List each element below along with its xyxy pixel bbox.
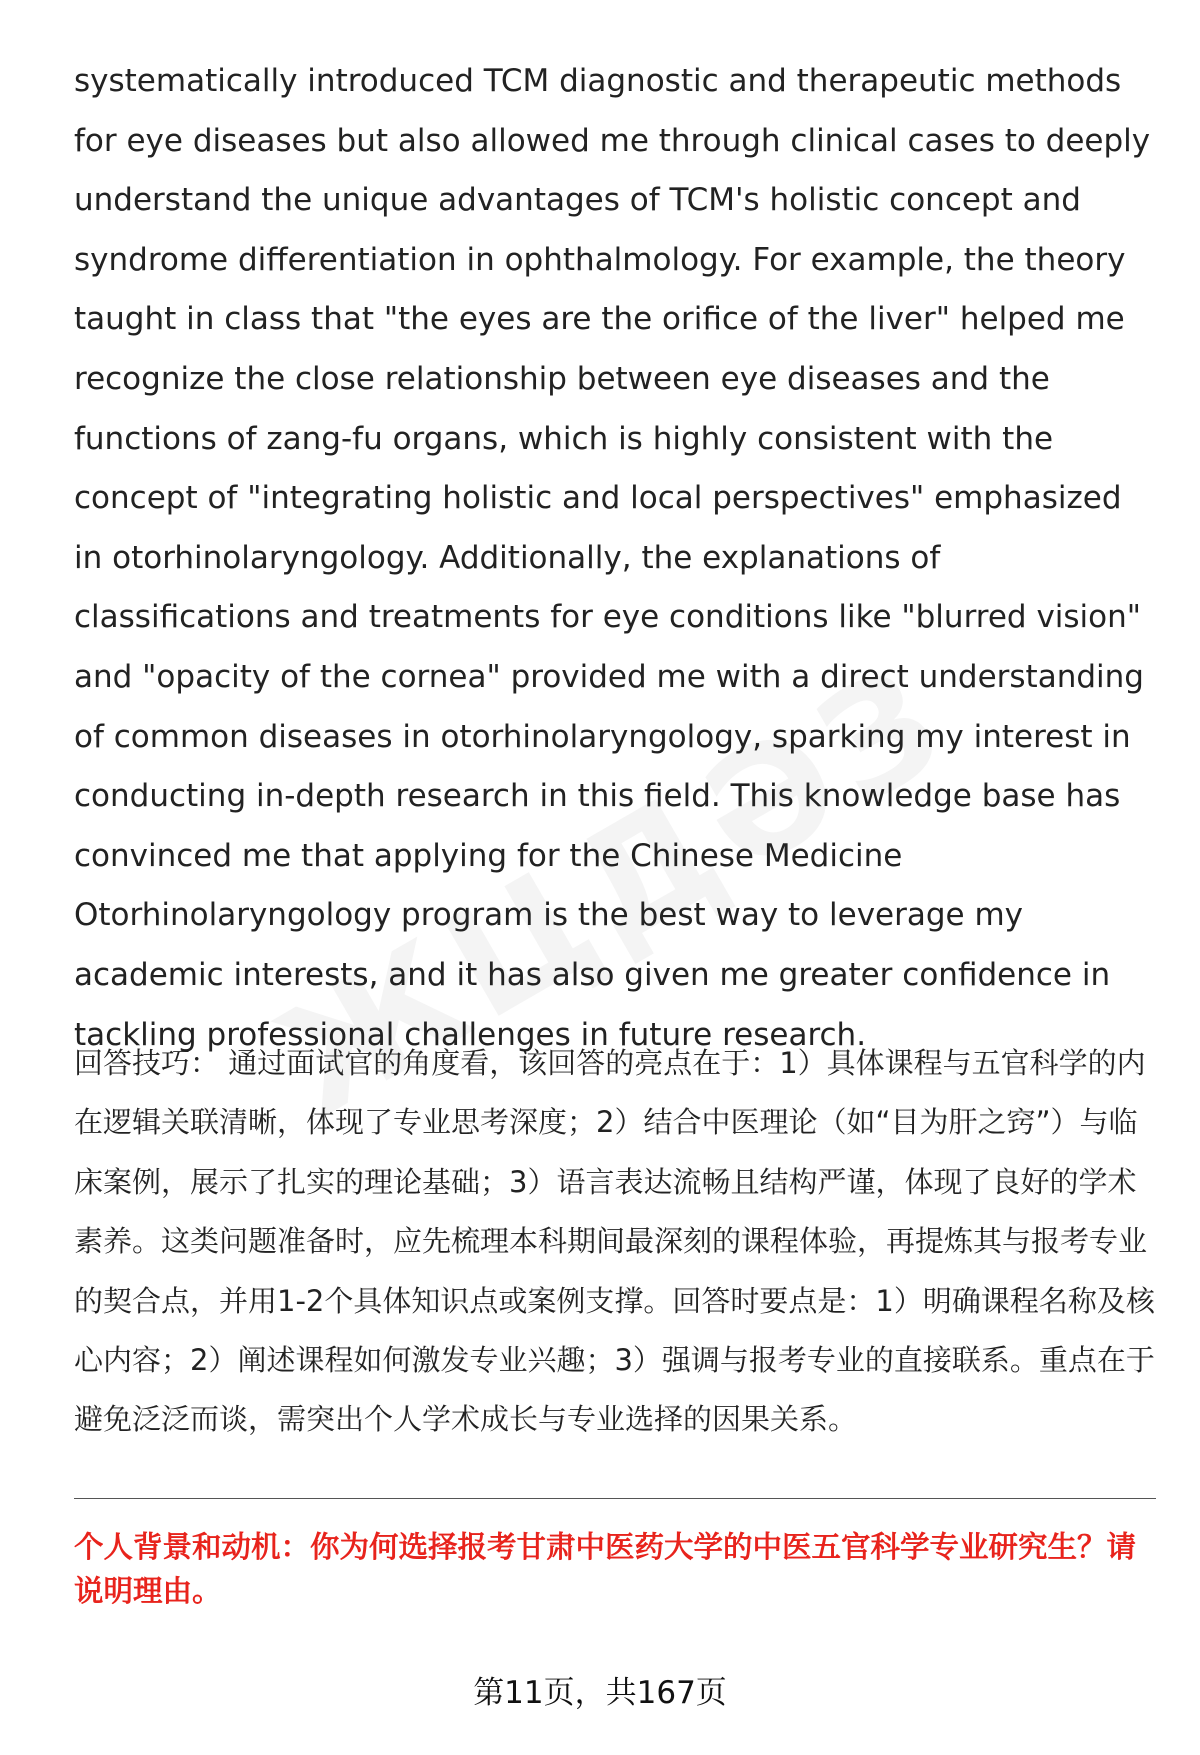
answer-paragraph: systematically introduced TCM diagnostic and therapeutic methods for eye diseases but also allowed me through clinical cases to deeply understand the unique advantages of TCM's holistic concept and syndrome differentiation in ophthalmology. For example, the theory taught in class that "the eyes are the orifice of the liver" helped me recognize the close relationship between eye diseases and the functions of zang-fu organs, which is highly consistent with the concept of "integrating holistic and local perspectives" emphasized in otorhinolaryngology. Additionally, the explanations of classifications and treatments for eye conditions like "blurred vision" and "opacity of the cornea" provided me with a direct understanding of common diseases in otorhinolaryngology, sparking my interest in conducting in-depth research in this field. This knowledge base has convinced me that applying for the Chinese Medicine Otorhinolaryngology program is the best way to leverage my academic interests, and it has also given me greater confidence in tackling professional challenges in future research. — [74, 63, 1151, 1053]
section-divider — [74, 1498, 1156, 1499]
question-heading: 个人背景和动机：你为何选择报考甘肃中医药大学的中医五官科学专业研究生？请说明理由。 — [74, 1530, 1137, 1608]
page-number-footer: 第11页，共167页 — [473, 1675, 727, 1711]
answer-tip-paragraph: 回答技巧： 通过面试官的角度看，该回答的亮点在于：1）具体课程与五官科学的内在逻辑关联清晰，体现了专业思考深度；2）结合中医理论（如“目为肝之窍”）与临床案例，展示了扎实的理论基础；3）语言表达流畅且结构严谨，体现了良好的学术素养。这类问题准备时，应先梳理本科期间最深刻的课程体验，再提炼其与报考专业的契合点，并用1-2个具体知识点或案例支撑。回答时要点是：1）明确课程名称及核心内容；2）阐述课程如何激发专业兴趣；3）强调与报考专业的直接联系。重点在于避免泛泛而谈，需突出个人学术成长与专业选择的因果关系。 — [74, 1046, 1155, 1437]
